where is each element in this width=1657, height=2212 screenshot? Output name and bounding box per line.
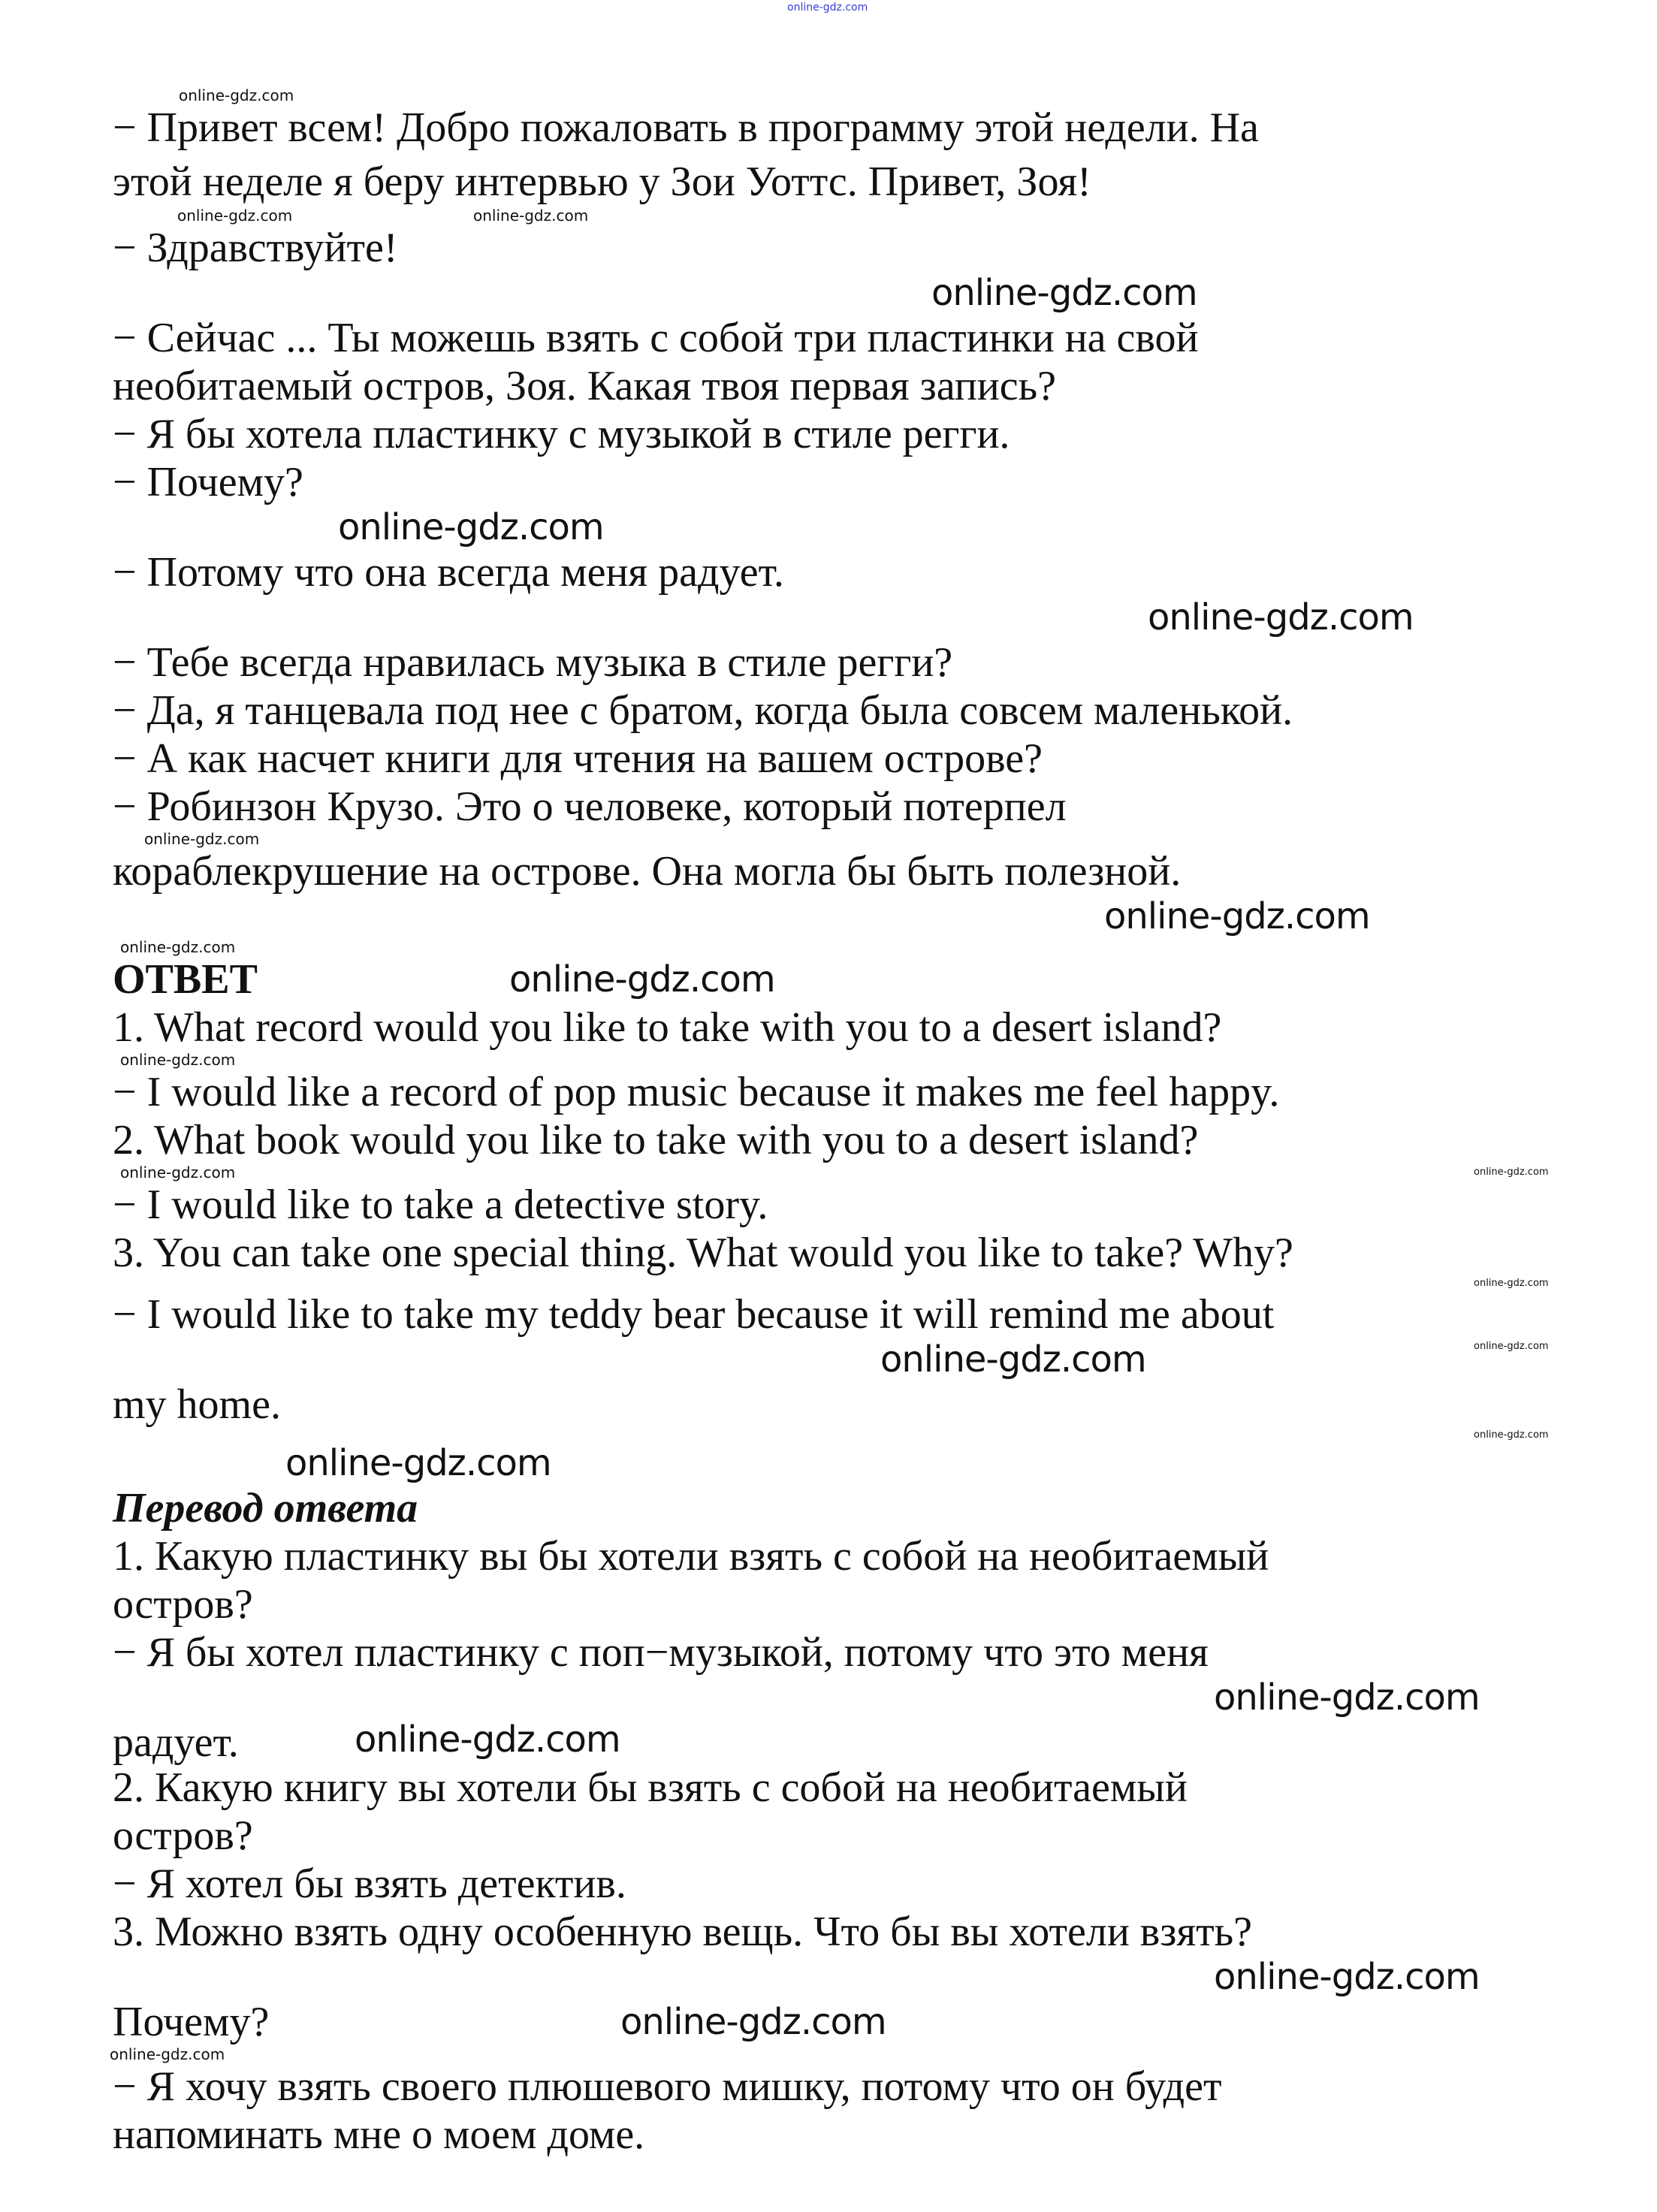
translation-line: остров?: [113, 1812, 253, 1859]
translation-line: − Я хочу взять своего плюшевого мишку, потому что он будет: [113, 2063, 1222, 2110]
watermark: online-gdz.com: [177, 207, 293, 225]
answer-line: − I would like to take a detective story.: [113, 1181, 768, 1228]
dialogue-line: − Робинзон Крузо. Это о человеке, который потерпел: [113, 783, 1067, 830]
translation-line: остров?: [113, 1581, 253, 1628]
answer-heading: ОТВЕТ: [113, 956, 258, 1003]
dialogue-line: кораблекрушение на острове. Она могла бы быть полезной.: [113, 848, 1182, 895]
answer-line: 2. What book would you like to take with you to a desert island?: [113, 1117, 1199, 1163]
watermark: online-gdz.com: [1214, 1676, 1480, 1719]
watermark: online-gdz.com: [120, 938, 236, 956]
watermark: online-gdz.com: [787, 2, 868, 14]
watermark: online-gdz.com: [120, 1051, 236, 1069]
translation-line: 1. Какую пластинку вы бы хотели взять с собой на необитаемый: [113, 1533, 1269, 1580]
translation-line: 2. Какую книгу вы хотели бы взять с собой на необитаемый: [113, 1764, 1188, 1811]
watermark: online-gdz.com: [144, 830, 260, 848]
answer-line: my home.: [113, 1381, 281, 1428]
dialogue-line: − Сейчас ... Ты можешь взять с собой три пластинки на свой: [113, 315, 1199, 361]
watermark: online-gdz.com: [110, 2045, 225, 2063]
dialogue-line: − Почему?: [113, 459, 303, 505]
dialogue-line: этой неделе я беру интервью у Зои Уоттс. Привет, Зоя!: [113, 158, 1091, 205]
translation-line: радует.: [113, 1719, 239, 1766]
dialogue-line: − Я бы хотела пластинку с музыкой в стиле регги.: [113, 411, 1010, 457]
dialogue-line: − Здравствуйте!: [113, 225, 398, 271]
watermark: online-gdz.com: [120, 1163, 236, 1181]
watermark: online-gdz.com: [1474, 1166, 1549, 1178]
answer-line: 1. What record would you like to take with you to a desert island?: [113, 1004, 1222, 1051]
translation-heading: Перевод ответа: [113, 1485, 418, 1532]
dialogue-line: − А как насчет книги для чтения на вашем острове?: [113, 735, 1043, 782]
translation-line: Почему?: [113, 1999, 270, 2045]
translation-line: − Я хотел бы взять детектив.: [113, 1860, 626, 1907]
watermark: online-gdz.com: [285, 1442, 551, 1484]
dialogue-line: − Тебе всегда нравилась музыка в стиле регги?: [113, 639, 953, 686]
watermark: online-gdz.com: [1148, 596, 1414, 638]
translation-line: напоминать мне о моем доме.: [113, 2111, 645, 2158]
translation-line: 3. Можно взять одну особенную вещь. Что бы вы хотели взять?: [113, 1909, 1252, 1955]
watermark: online-gdz.com: [509, 958, 775, 1000]
answer-line: − I would like to take my teddy bear because it will remind me about: [113, 1291, 1275, 1338]
answer-line: − I would like a record of pop music because it makes me feel happy.: [113, 1069, 1280, 1115]
watermark: online-gdz.com: [179, 86, 294, 104]
watermark: online-gdz.com: [338, 506, 604, 548]
translation-line: − Я бы хотел пластинку с поп−музыкой, потому что это меня: [113, 1629, 1209, 1676]
dialogue-line: − Потому что она всегда меня радует.: [113, 549, 784, 596]
dialogue-line: − Привет всем! Добро пожаловать в программу этой недели. На: [113, 104, 1259, 151]
watermark: online-gdz.com: [1474, 1341, 1549, 1352]
watermark: online-gdz.com: [355, 1719, 620, 1761]
watermark: online-gdz.com: [620, 2001, 886, 2043]
dialogue-line: необитаемый остров, Зоя. Какая твоя первая запись?: [113, 363, 1057, 409]
watermark: online-gdz.com: [880, 1338, 1146, 1381]
watermark: online-gdz.com: [1474, 1278, 1549, 1289]
watermark: online-gdz.com: [1104, 895, 1370, 937]
watermark: online-gdz.com: [473, 207, 589, 225]
answer-line: 3. You can take one special thing. What would you like to take? Why?: [113, 1230, 1293, 1276]
watermark: online-gdz.com: [1474, 1429, 1549, 1441]
watermark: online-gdz.com: [931, 272, 1197, 314]
watermark: online-gdz.com: [1214, 1956, 1480, 1998]
dialogue-line: − Да, я танцевала под нее с братом, когда была совсем маленькой.: [113, 687, 1293, 734]
